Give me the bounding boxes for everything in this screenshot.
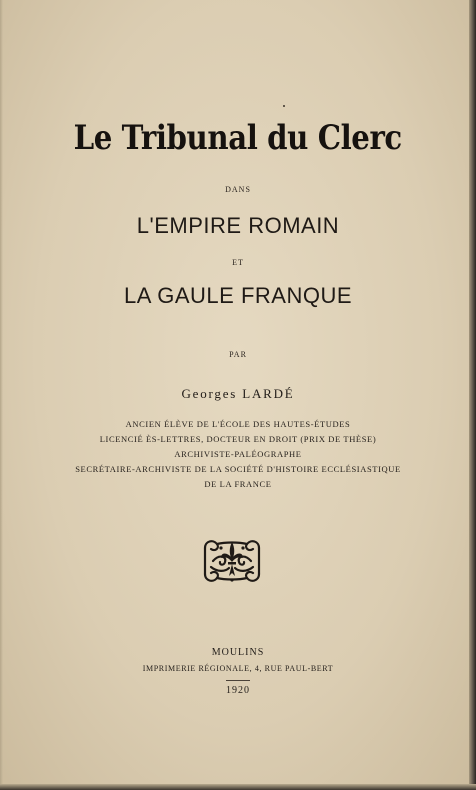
- connector-par: PAR: [229, 350, 247, 359]
- page-bottom-edge: [0, 784, 476, 790]
- ink-speck: [283, 105, 285, 107]
- fleuron-ornament-icon: [199, 536, 265, 586]
- credential-line: LICENCIÉ ÈS-LETTRES, DOCTEUR EN DROIT (PRIX DE THÈSE): [99, 434, 377, 444]
- credential-line: ANCIEN ÉLÈVE DE L'ÉCOLE DES HAUTES-ÉTUDES: [125, 419, 351, 429]
- credential-line: SECRÉTAIRE-ARCHIVISTE DE LA SOCIÉTÉ D'HISTOIRE ECCLÉSIASTIQUE: [75, 464, 401, 474]
- imprint-printer: IMPRIMERIE RÉGIONALE, 4, RUE PAUL-BERT: [142, 664, 334, 673]
- imprint-year: 1920: [226, 685, 250, 696]
- page-right-edge: [469, 0, 476, 790]
- connector-et: ET: [232, 258, 244, 267]
- imprint-divider: [226, 680, 250, 681]
- subtitle-gaule-franque: LA GAULE FRANQUE: [123, 283, 353, 308]
- connector-dans: DANS: [225, 185, 251, 194]
- credential-line: DE LA FRANCE: [204, 479, 272, 489]
- book-title: Le Tribunal du Clerc: [73, 118, 402, 158]
- credential-line: ARCHIVISTE-PALÉOGRAPHE: [174, 449, 302, 459]
- subtitle-empire-romain: L'EMPIRE ROMAIN: [136, 213, 340, 238]
- imprint-city: MOULINS: [211, 647, 265, 658]
- author-name: Georges LARDÉ: [181, 386, 295, 401]
